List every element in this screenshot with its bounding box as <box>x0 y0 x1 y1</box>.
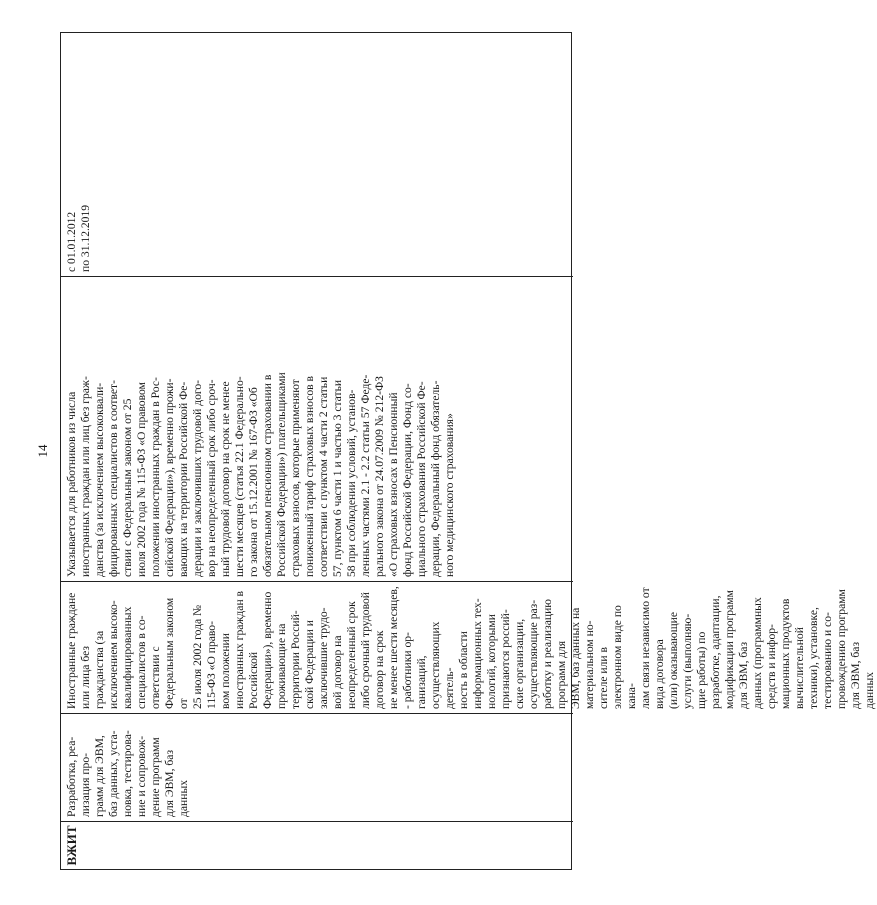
code-cell: ВЖИТ <box>61 821 573 869</box>
activity-cell: Разработка, реа- лизация про- грамм для ЭВМ, баз данных, уста- новка, тестирова- ние и сопровож- дение программ для ЭВМ, баз данных <box>61 713 573 821</box>
codes-table-row <box>60 32 876 870</box>
table-container <box>60 25 876 905</box>
period-cell: с 01.01.2012 по 31.12.2019 <box>65 204 92 272</box>
category-cell: Иностранные граждане или лица без гражданства (за исключением высоко- квалифицированных специалистов в со- ответствии с Федеральным законом от 25 июля 2002 года № 115-ФЗ «О право- вом положении иностранных граждан в Российской Федерации»), временно проживающие на территории Россий- ской Федерации и заключившие трудо- вой договор на неопределенный срок либо срочный трудовой договор на срок не менее шести месяцев, - работники ор- ганизаций, осуществляющих деятель- ность в области информационных тех- нологий, которыми признаются россий- ские организации, осуществляющие раз- работку и реализацию программ для ЭВМ, баз данных на материальном но- сителе или в электронном виде по кана- лам связи независимо от вида договора (или) оказывающие услуги (выполняю- щие работы) по разработке, адаптации, модификации программ для ЭВМ, баз данных (программных средств и инфор- мационных продуктов вычислительной техники), установке, тестированию и со- провождению программ для ЭВМ, баз данных <box>61 581 573 713</box>
page-number: 14 <box>35 444 50 458</box>
description-cell: Указывается для работников из числа иностранных граждан или лиц без граж- данства (за исключением высококвали- фицированных специалистов в соответ- ствии с Федеральным законом от 25 июля 2002 года № 115-ФЗ «О правовом положении иностранных граждан в Рос- сийской Федерации»), временно прожи- вающих на территории Российской Фе- дерации и заключивших трудовой дого- вор на неопределенный срок либо сроч- ный трудовой договор на срок не менее шести месяцев (статья 22.1 Федерально- го закона от 15.12.2001 № 167-ФЗ «Об обязательном пенсионном страховании в Российской Федерации») плательщиками страховых взносов, которые применяют пониженный тариф страховых взносов в соответствии с пунктом 4 части 2 статьи 57, пунктом 6 части 1 и частью 3 статьи 58 при соблюдении условий, установ- ленных частями 2.1 - 2.2 статьи 57 Феде- рального закона от 24.07.2009 № 212-ФЗ «О страховых взносах в Пенсионный фонд Российской Федерации, Фонд со- циального страхования Российской Фе- дерации, Федеральный фонд обязатель- ного медицинского страхования» <box>61 276 573 581</box>
